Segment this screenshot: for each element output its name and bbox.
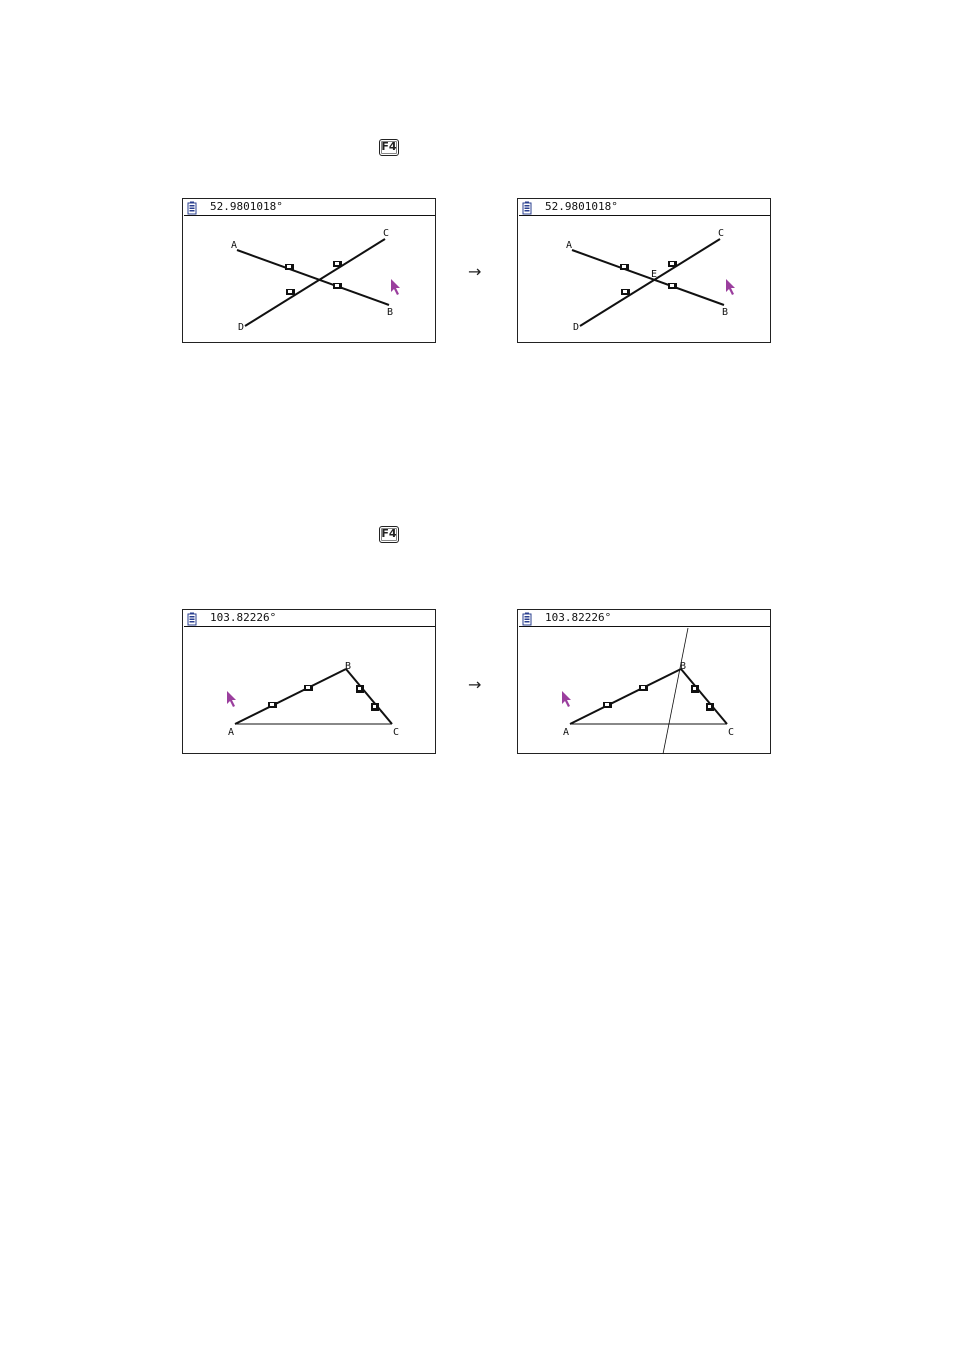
point-label-c: C xyxy=(718,228,725,239)
point-label-a: A xyxy=(563,727,570,738)
point-label-e: E xyxy=(651,269,658,280)
pointer-cursor-icon xyxy=(391,279,400,295)
perpendicular-line xyxy=(663,628,688,754)
calculator-screen-1a xyxy=(182,198,436,343)
point-label-b: B xyxy=(345,661,352,672)
point-label-d: D xyxy=(573,322,580,333)
transition-arrow: → xyxy=(468,675,482,694)
tick-marks xyxy=(603,685,714,711)
point-label-c: C xyxy=(383,228,390,239)
calculator-screen-1b xyxy=(517,198,771,343)
battery-icon xyxy=(523,202,531,215)
point-label-a: A xyxy=(566,240,573,251)
point-label-b: B xyxy=(680,661,687,672)
calculator-screen-2a xyxy=(182,609,436,754)
segment-bc xyxy=(681,669,727,724)
calculator-screen-2b xyxy=(517,609,771,754)
segment-cd xyxy=(580,239,720,326)
tick-marks xyxy=(268,685,379,711)
pointer-cursor-icon xyxy=(227,691,236,707)
point-label-a: A xyxy=(228,727,235,738)
segment-ab xyxy=(572,250,724,305)
f4-key-icon: F4 xyxy=(379,139,399,156)
point-label-a: A xyxy=(231,240,238,251)
angle-readout: 103.82226° xyxy=(545,611,612,624)
battery-icon xyxy=(188,202,196,215)
point-label-b: B xyxy=(387,307,394,318)
f4-key-icon: F4 xyxy=(379,526,399,543)
battery-icon xyxy=(188,613,196,626)
segment-ab xyxy=(235,669,346,724)
point-label-c: C xyxy=(393,727,400,738)
angle-readout: 52.9801018° xyxy=(545,200,618,213)
transition-arrow: → xyxy=(468,262,482,281)
segment-ab xyxy=(570,669,681,724)
point-label-b: B xyxy=(722,307,729,318)
point-label-c: C xyxy=(728,727,735,738)
angle-readout: 103.82226° xyxy=(210,611,277,624)
segment-bc xyxy=(346,669,392,724)
angle-readout: 52.9801018° xyxy=(210,200,283,213)
pointer-cursor-icon xyxy=(726,279,735,295)
battery-icon xyxy=(523,613,531,626)
segment-cd xyxy=(245,239,385,326)
segment-ab xyxy=(237,250,389,305)
point-label-d: D xyxy=(238,322,245,333)
pointer-cursor-icon xyxy=(562,691,571,707)
